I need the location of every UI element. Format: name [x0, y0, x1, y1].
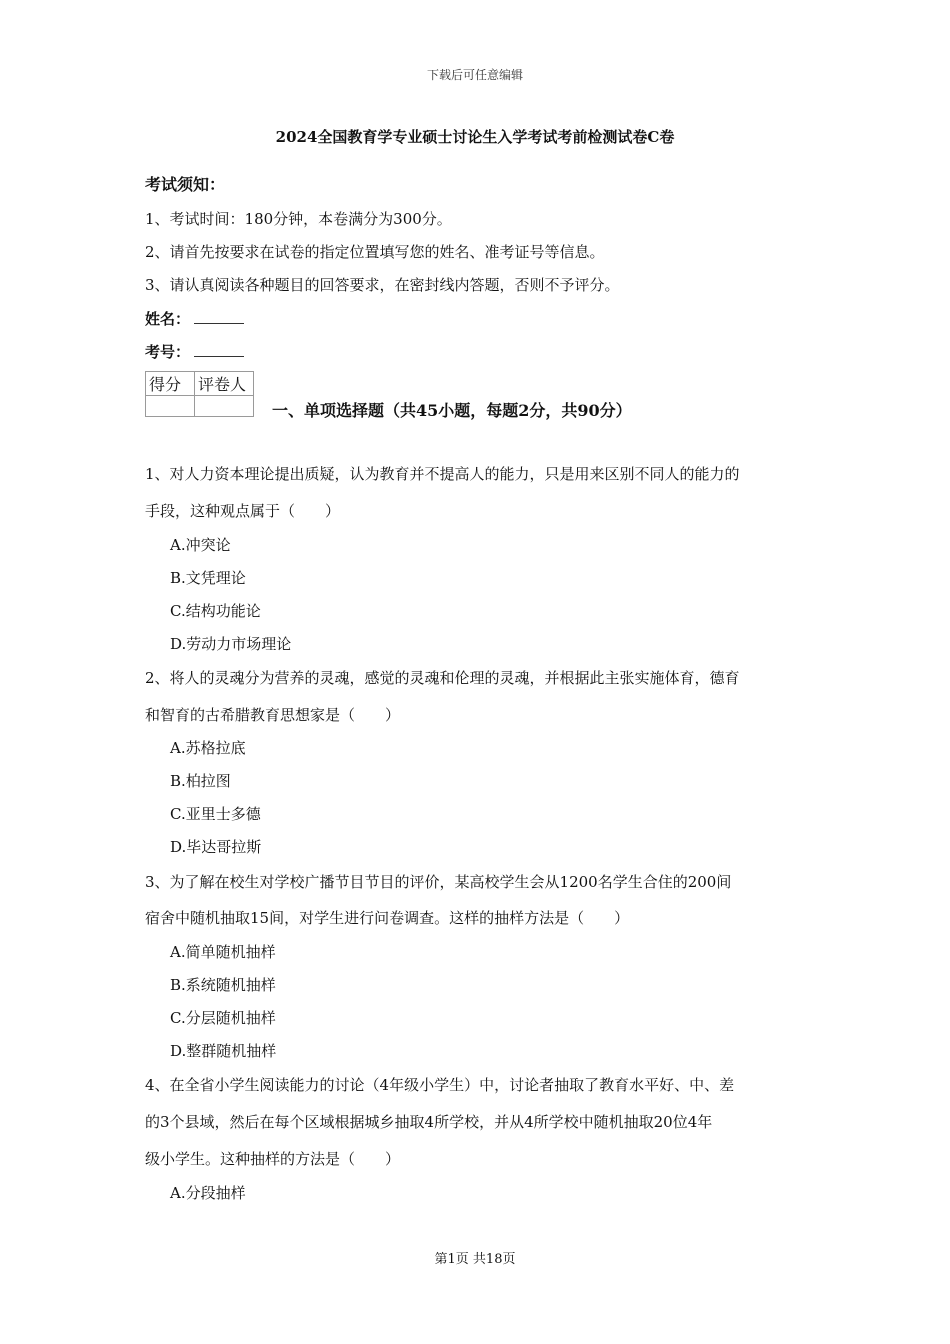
id-label: 考号： — [145, 343, 191, 361]
option: A.冲突论 — [170, 536, 231, 554]
option: D.整群随机抽样 — [170, 1042, 277, 1060]
name-field — [145, 308, 244, 329]
option: C.亚里士多德 — [170, 805, 261, 823]
option: A.苏格拉底 — [170, 739, 246, 757]
score-table — [145, 371, 254, 417]
question-text: 2、将人的灵魂分为营养的灵魂，感觉的灵魂和伦理的灵魂，并根据此主张实施体育，德育 — [145, 669, 740, 687]
option: D.毕达哥拉斯 — [170, 838, 262, 856]
question-text: 级小学生。这种抽样的方法是（ ） — [145, 1150, 401, 1168]
notice-item: 3、请认真阅读各种题目的回答要求，在密封线内答题，否则不予评分。 — [145, 276, 620, 294]
notice-item: 2、请首先按要求在试卷的指定位置填写您的姓名、准考证号等信息。 — [145, 243, 605, 261]
option: B.系统随机抽样 — [170, 976, 276, 994]
grader-cell — [195, 396, 254, 417]
notice-item: 1、考试时间：180分钟，本卷满分为300分。 — [145, 210, 452, 228]
score-cell — [146, 396, 195, 417]
grader-header: 评卷人 — [195, 372, 254, 396]
option: C.分层随机抽样 — [170, 1009, 276, 1027]
name-label: 姓名： — [145, 310, 191, 328]
notice-heading: 考试须知： — [145, 175, 226, 194]
option: D.劳动力市场理论 — [170, 635, 292, 653]
question-text: 3、为了解在校生对学校广播节目节目的评价，某高校学生会从1200名学生合住的200间 — [145, 873, 732, 891]
header-note: 下载后可任意编辑 — [426, 68, 523, 82]
page-number: 第1页 共18页 — [434, 1252, 516, 1267]
question-text: 4、在全省小学生阅读能力的讨论（4年级小学生）中，讨论者抽取了教育水平好、中、差 — [145, 1076, 735, 1094]
document-title: 2024全国教育学专业硕士讨论生入学考试考前检测试卷C卷 — [275, 128, 675, 146]
option: A.分段抽样 — [170, 1184, 246, 1202]
option: C.结构功能论 — [170, 602, 261, 620]
score-header: 得分 — [146, 372, 195, 396]
name-blank — [194, 309, 244, 324]
id-blank — [194, 342, 244, 357]
question-text: 1、对人力资本理论提出质疑，认为教育并不提高人的能力，只是用来区别不同人的能力的 — [145, 465, 740, 483]
question-text: 宿舍中随机抽取15间，对学生进行问卷调查。这样的抽样方法是（ ） — [145, 909, 630, 927]
id-field — [145, 341, 244, 362]
section-title: 一、单项选择题（共45小题，每题2分，共90分） — [272, 401, 632, 420]
option: B.文凭理论 — [170, 569, 246, 587]
question-text: 手段，这种观点属于（ ） — [145, 502, 341, 520]
question-text: 和智育的古希腊教育思想家是（ ） — [145, 706, 401, 724]
question-text: 的3个县域，然后在每个区域根据城乡抽取4所学校，并从4所学校中随机抽取20位4年 — [145, 1113, 713, 1131]
option: B.柏拉图 — [170, 772, 231, 790]
option: A.简单随机抽样 — [170, 943, 276, 961]
